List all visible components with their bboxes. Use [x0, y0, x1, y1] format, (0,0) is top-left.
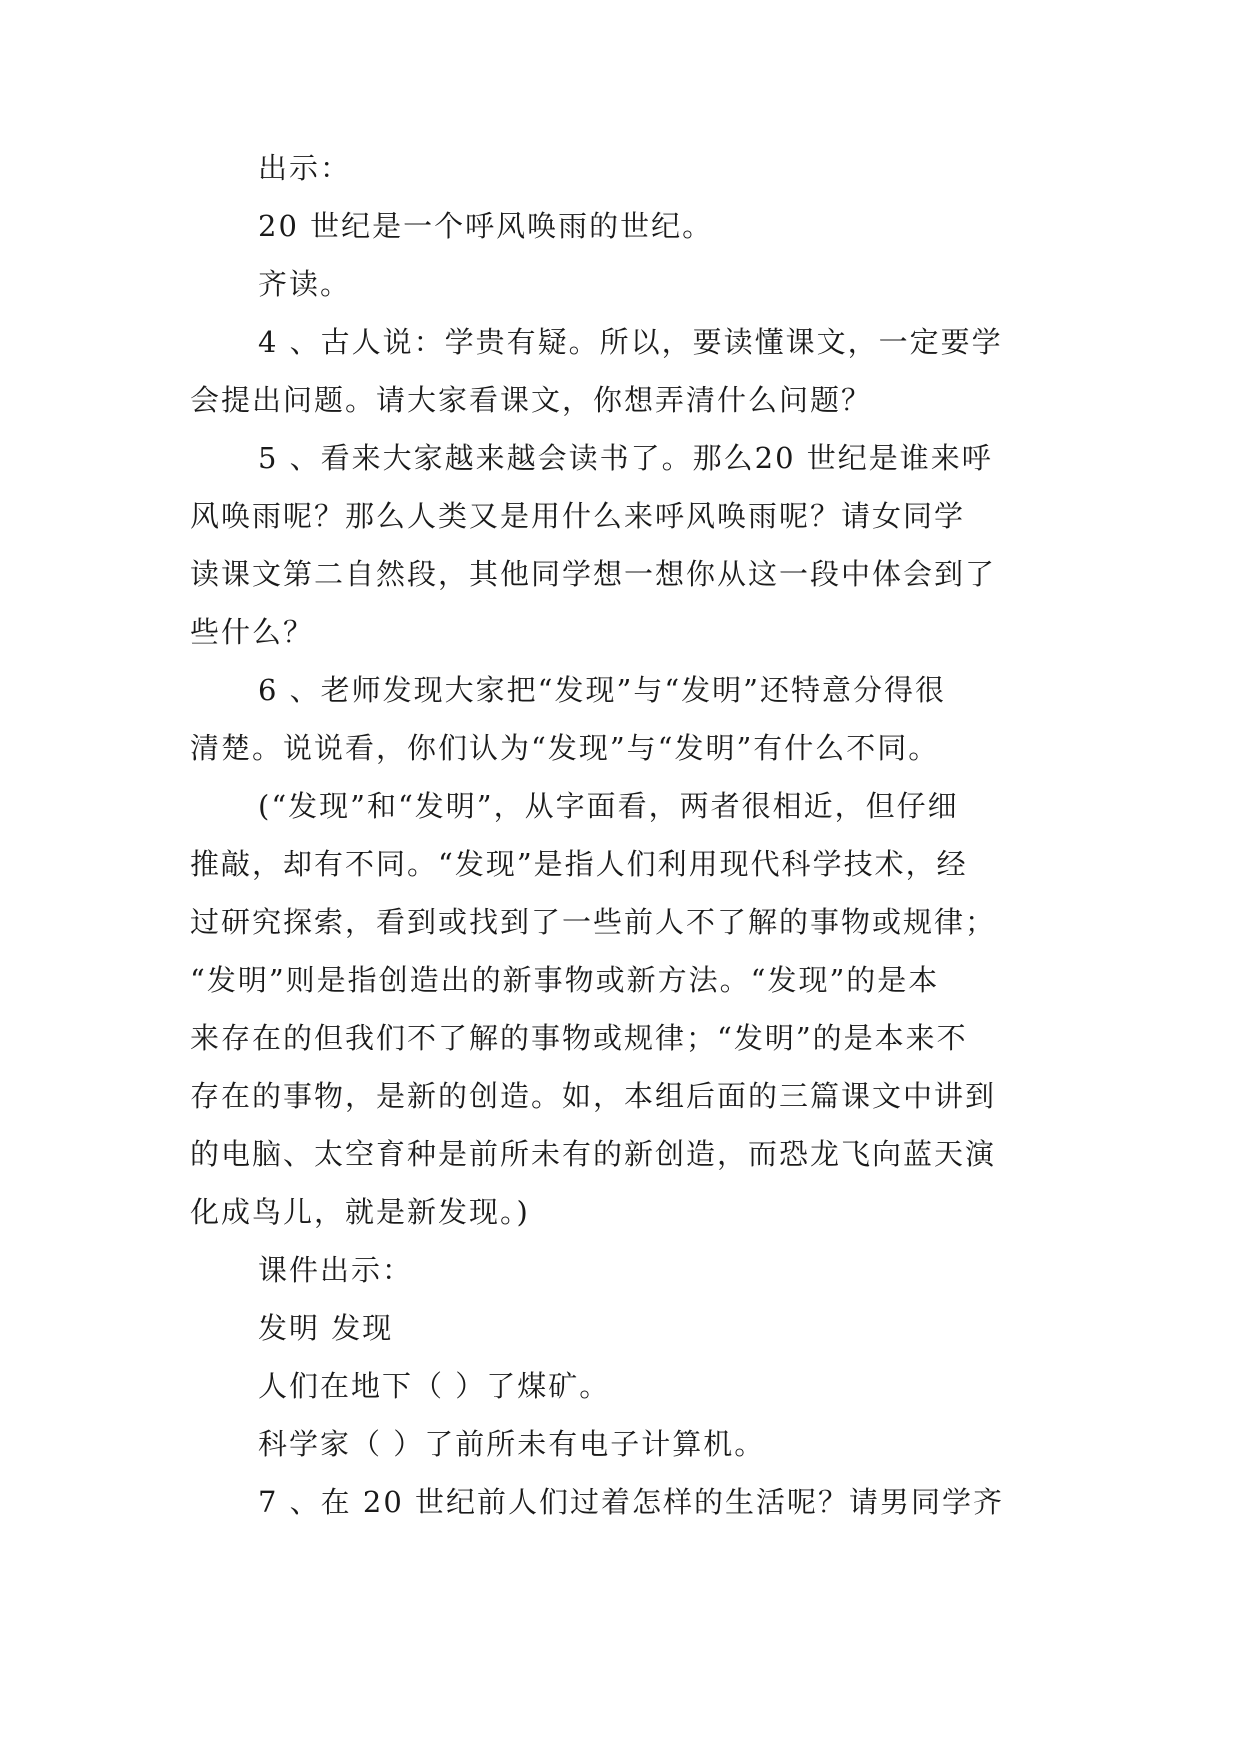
text-line: 读课文第二自然段，其他同学想一想你从这一段中体会到了	[190, 557, 997, 591]
text-line: 来存在的但我们不了解的事物或规律；“发明”的是本来不	[190, 1021, 968, 1055]
text-line: 发明 发现	[258, 1311, 394, 1345]
text-line: 清楚。说说看，你们认为“发现”与“发明”有什么不同。	[190, 731, 940, 765]
text-line: 出示：	[258, 151, 352, 185]
text-line: 会提出问题。请大家看课文，你想弄清什么问题？	[190, 383, 873, 417]
text-line: 齐读。	[258, 267, 352, 301]
text-line: 20 世纪是一个呼风唤雨的世纪。	[258, 209, 714, 243]
text-line: 7 、在 20 世纪前人们过着怎样的生活呢？请男同学齐	[258, 1485, 1005, 1519]
text-line: 化成鸟儿，就是新发现。)	[190, 1195, 530, 1229]
text-line: 风唤雨呢？那么人类又是用什么来呼风唤雨呢？请女同学	[190, 499, 966, 533]
text-line: 5 、看来大家越来越会读书了。那么20 世纪是谁来呼	[258, 441, 993, 475]
text-line: 推敲，却有不同。“发现”是指人们利用现代科学技术，经	[190, 847, 968, 881]
text-line: 科学家（ ）了前所未有电子计算机。	[258, 1427, 766, 1461]
text-line: 6 、老师发现大家把“发现”与“发明”还特意分得很	[258, 673, 946, 707]
text-line: “发明”则是指创造出的新事物或新方法。“发现”的是本	[190, 963, 940, 997]
text-line: 过研究探索，看到或找到了一些前人不了解的事物或规律；	[190, 905, 997, 939]
text-line: 存在的事物，是新的创造。如，本组后面的三篇课文中讲到	[190, 1079, 997, 1113]
text-line: 些什么？	[190, 615, 315, 649]
text-line: 课件出示：	[258, 1253, 414, 1287]
text-line: 4 、古人说：学贵有疑。所以，要读懂课文，一定要学	[258, 325, 1003, 359]
text-line: (“发现”和“发明”，从字面看，两者很相近，但仔细	[258, 789, 959, 823]
text-line: 人们在地下（ ）了煤矿。	[258, 1369, 611, 1403]
text-line: 的电脑、太空育种是前所未有的新创造，而恐龙飞向蓝天演	[190, 1137, 997, 1171]
